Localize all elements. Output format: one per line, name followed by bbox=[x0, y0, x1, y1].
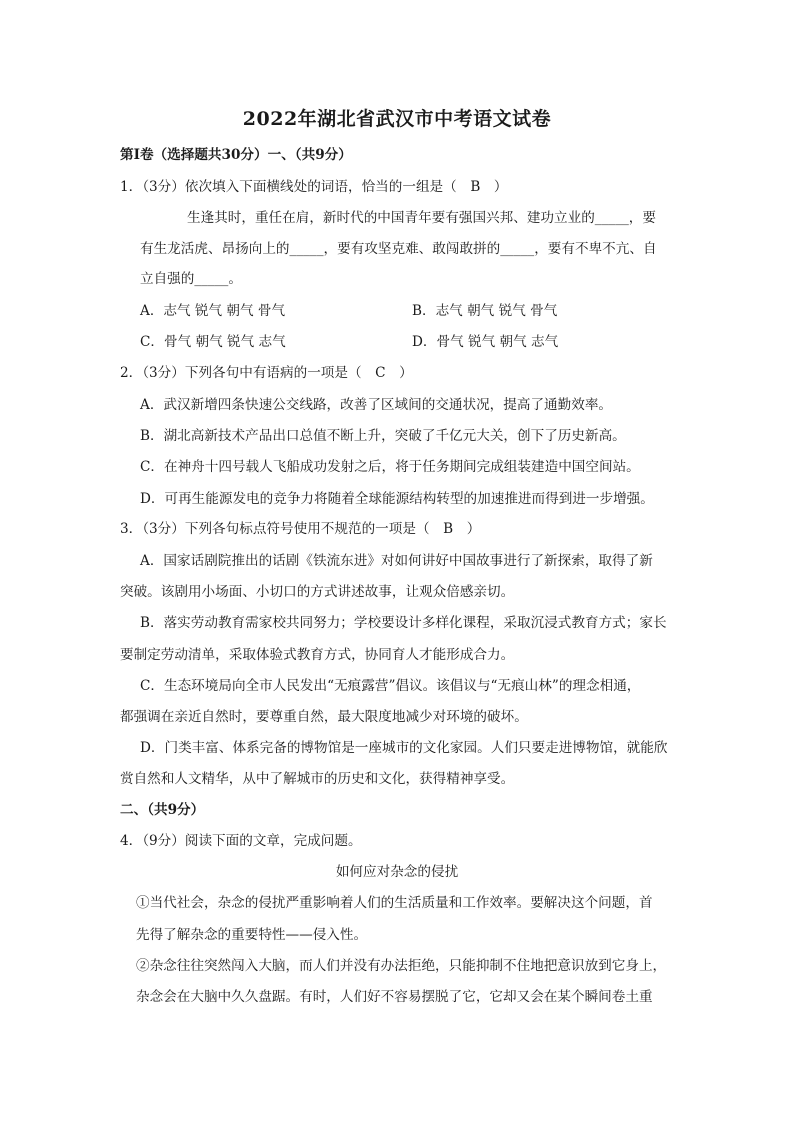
q2-option-a: A．武汉新增四条快速公交线路，改善了区域间的交通状况，提高了通勤效率。 bbox=[140, 397, 613, 413]
q4-stem: 4．（9分）阅读下面的文章，完成问题。 bbox=[120, 833, 362, 849]
q1-passage-line-1: 生逢其时，重任在肩，新时代的中国青年要有强国兴邦、建功立业的_____，要 bbox=[187, 210, 656, 226]
section1-header: 第Ⅰ卷（选择题共30分）一、（共9分） bbox=[120, 147, 352, 163]
q4-para1-line-2: 先得了解杂念的重要特性——侵入性。 bbox=[136, 927, 368, 943]
q2-option-c: C．在神舟十四号载人飞船成功发射之后，将于任务期间完成组装建造中国空间站。 bbox=[140, 459, 640, 475]
q1-passage-line-2: 有生龙活虎、昂扬向上的_____，要有攻坚克难、敢闯敢拼的_____，要有不卑不亢、自 bbox=[140, 241, 657, 257]
q1-option-a: A．志气 锐气 朝气 骨气 bbox=[140, 303, 286, 319]
q2-stem: 2．（3分）下列各句中有语病的一项是（ C ） bbox=[120, 365, 413, 381]
q1-option-d: D．骨气 锐气 朝气 志气 bbox=[412, 334, 559, 350]
q4-para2-line-1: ②杂念往往突然闯入大脑，而人们并没有办法拒绝，只能抑制不住地把意识放到它身上， bbox=[136, 958, 667, 974]
q3-option-b-line-2: 要制定劳动清单，采取体验式教育方式，协同育人才能形成合力。 bbox=[120, 647, 515, 663]
q3-option-a-line-1: A．国家话剧院推出的话剧《铁流东进》对如何讲好中国故事进行了新探索，取得了新 bbox=[140, 553, 653, 569]
q4-article-title: 如何应对杂念的侵扰 bbox=[335, 864, 459, 880]
q2-option-d: D．可再生能源发电的竞争力将随着全球能源结构转型的加速推进而得到进一步增强。 bbox=[140, 491, 654, 507]
q3-option-b-line-1: B．落实劳动教育需家校共同努力；学校要设计多样化课程，采取沉浸式教育方式；家长 bbox=[140, 615, 667, 631]
q1-stem: 1．（3分）依次填入下面横线处的词语，恰当的一组是（ B ） bbox=[120, 179, 508, 195]
q3-option-d-line-2: 赏自然和人文精华，从中了解城市的历史和文化，获得精神享受。 bbox=[120, 771, 515, 787]
q3-option-a-line-2: 突破。该剧用小场面、小切口的方式讲述故事，让观众倍感亲切。 bbox=[120, 584, 515, 600]
q3-option-d-line-1: D．门类丰富、体系完备的博物馆是一座城市的文化家园。人们只要走进博物馆，就能欣 bbox=[140, 740, 668, 756]
q4-para1-line-1: ①当代社会，杂念的侵扰严重影响着人们的生活质量和工作效率。要解决这个问题，首 bbox=[136, 895, 653, 911]
q2-option-b: B．湖北高新技术产品出口总值不断上升，突破了千亿元大关，创下了历史新高。 bbox=[140, 428, 626, 444]
q1-option-c: C．骨气 朝气 锐气 志气 bbox=[140, 334, 286, 350]
q4-para2-line-2: 杂念会在大脑中久久盘踞。有时，人们好不容易摆脱了它，它却又会在某个瞬间卷土重 bbox=[136, 989, 653, 1005]
exam-title: 2022年湖北省武汉市中考语文试卷 bbox=[242, 108, 552, 130]
q1-passage-line-3: 立自强的_____。 bbox=[140, 271, 242, 287]
section2-header: 二、（共9分） bbox=[120, 802, 205, 818]
q1-option-b: B．志气 朝气 锐气 骨气 bbox=[412, 303, 558, 319]
q3-stem: 3．（3分）下列各句标点符号使用不规范的一项是（ B ） bbox=[120, 521, 481, 537]
q3-option-c-line-1: C．生态环境局向全市人民发出“无痕露营”倡议。该倡议与“无痕山林”的理念相通， bbox=[140, 678, 641, 694]
q3-option-c-line-2: 都强调在亲近自然时，要尊重自然，最大限度地减少对环境的破坏。 bbox=[120, 709, 528, 725]
